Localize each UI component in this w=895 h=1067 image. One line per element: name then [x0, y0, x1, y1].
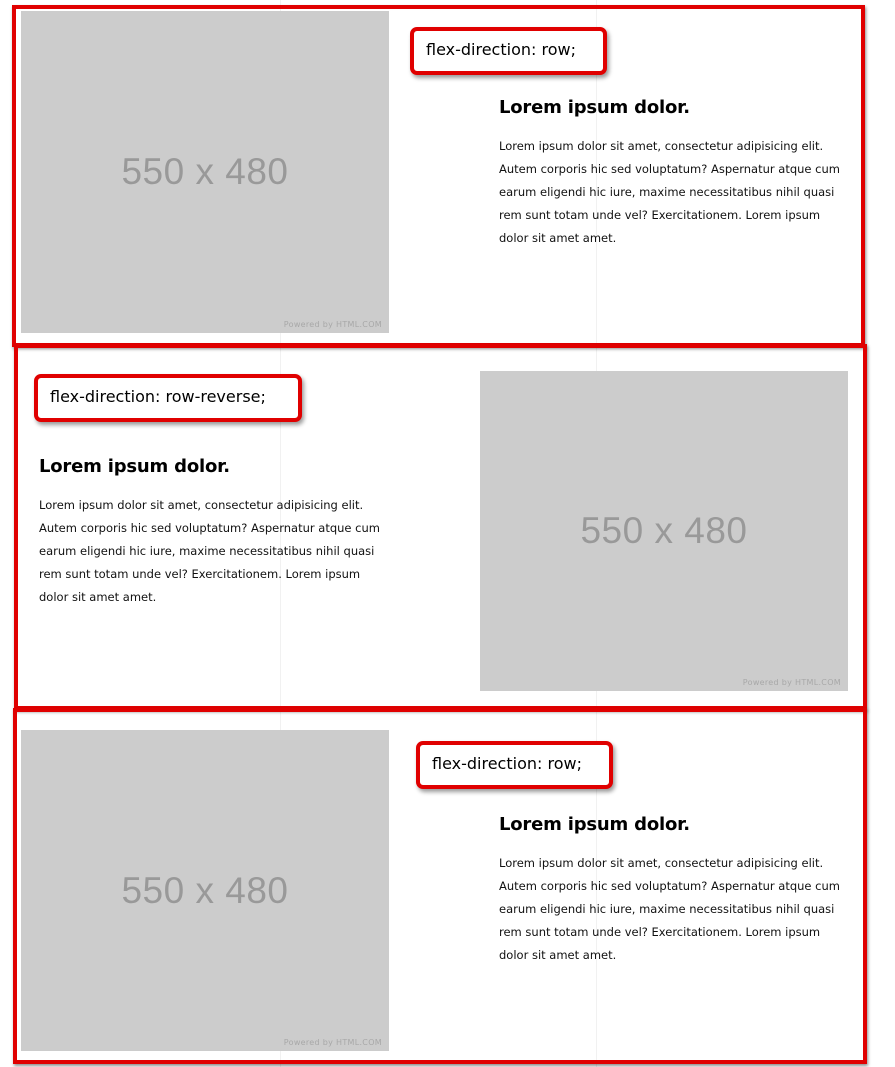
placeholder-dimensions: 550 x 480	[121, 869, 289, 911]
text-content	[499, 97, 849, 250]
placeholder-image	[21, 11, 389, 333]
flex-direction-label: flex-direction: row;	[410, 27, 607, 75]
flex-direction-label: flex-direction: row-reverse;	[34, 374, 302, 422]
flex-direction-label: flex-direction: row;	[416, 741, 613, 789]
section-heading: Lorem ipsum dolor.	[39, 456, 230, 477]
section-body: Lorem ipsum dolor sit amet, consectetur adipisicing elit. Autem corporis hic sed voluptatum? Aspernatur atque cum earum eligendi hic iure, maxime necessitatibus nihil quasi rem sunt totam unde vel? Exercitationem. Lorem ipsum dolor sit amet amet.	[499, 856, 840, 962]
placeholder-image	[480, 371, 848, 691]
placeholder-credit: Powered by HTML.COM	[742, 678, 841, 687]
placeholder-credit: Powered by HTML.COM	[283, 1038, 382, 1047]
flex-row-section-1	[12, 5, 865, 347]
placeholder-dimensions: 550 x 480	[580, 510, 748, 551]
section-heading: Lorem ipsum dolor.	[499, 97, 690, 118]
placeholder-credit: Powered by HTML.COM	[283, 320, 382, 329]
section-body: Lorem ipsum dolor sit amet, consectetur adipisicing elit. Autem corporis hic sed voluptatum? Aspernatur atque cum earum eligendi hic iure, maxime necessitatibus nihil quasi rem sunt totam unde vel? Exercitationem. Lorem ipsum dolor sit amet amet.	[39, 498, 380, 604]
section-body: Lorem ipsum dolor sit amet, consectetur adipisicing elit. Autem corporis hic sed voluptatum? Aspernatur atque cum earum eligendi hic iure, maxime necessitatibus nihil quasi rem sunt totam unde vel? Exercitationem. Lorem ipsum dolor sit amet amet.	[499, 139, 840, 245]
placeholder-image	[21, 730, 389, 1051]
text-content	[39, 456, 389, 609]
flex-row-section-3	[13, 708, 867, 1064]
placeholder-dimensions: 550 x 480	[121, 151, 289, 192]
section-heading: Lorem ipsum dolor.	[499, 814, 690, 835]
flex-row-section-2	[14, 344, 867, 710]
text-content	[499, 814, 849, 967]
